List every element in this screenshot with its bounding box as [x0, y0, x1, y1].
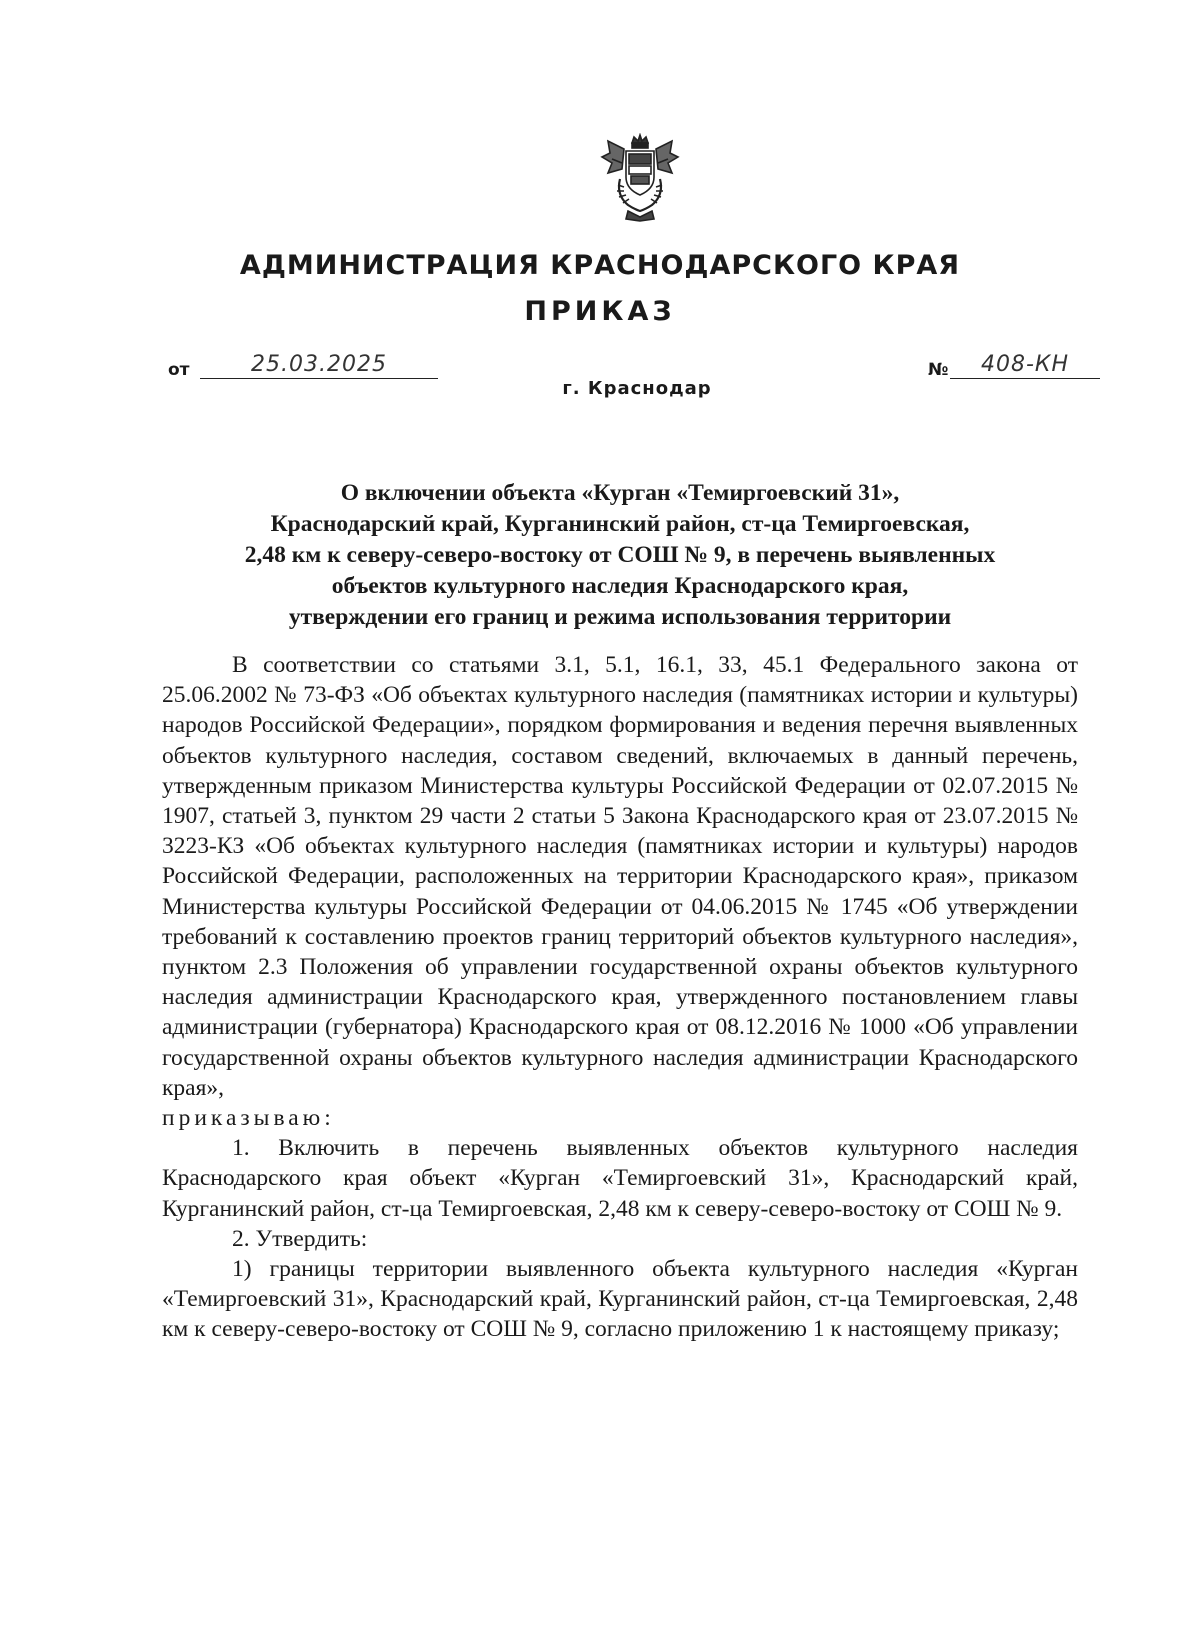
preamble-paragraph: В соответствии со статьями 3.1, 5.1, 16.1, 33, 45.1 Федерального закона от 25.06.2002 № 73-ФЗ «Об объектах культурного наследия (памятниках истории и культуры) народов Российской Федерации», порядком формирования и ведения перечня выявленных объектов культурного наследия, составом сведений, включаемых в данный перечень, утвержденным приказом Министерства культуры Российской Федерации от 02.07.2015 № 1907, статьей 3, пунктом 29 части 2 статьи 5 Закона Краснодарского края от 23.07.2015 № 3223-КЗ «Об объектах культурного наследия (памятниках истории и культуры) народов Российской Федерации, расположенных на территории Краснодарского края», приказом Министерства культуры Российской Федерации от 04.06.2015 № 1745 «Об утверждении требований к составлению проектов границ территорий объектов культурного наследия», пунктом 2.3 Положения об управлении государственной охраны объектов культурного наследия администрации Краснодарского края, утвержденного постановлением главы администрации (губернатора) Краснодарского края от 08.12.2016 № 1000 «Об управлении государственной охраны объектов культурного наследия администрации Краснодарского края», — [162, 652, 1078, 1101]
coat-of-arms-emblem — [598, 133, 682, 223]
city-line: г. Краснодар — [562, 378, 712, 399]
title-line: объектов культурного наследия Краснодарского края, — [331, 573, 909, 599]
title-line: Краснодарский край, Курганинский район, ст-ца Темиргоевская, — [270, 511, 970, 537]
title-line: 2,48 км к северу-северо-востоку от СОШ № 9, в перечень выявленных — [244, 542, 996, 568]
number-label: № — [928, 360, 949, 380]
order-item-2: 2. Утвердить: — [232, 1225, 368, 1252]
order-item-1: 1. Включить в перечень выявленных объектов культурного наследия Краснодарского края объект «Курган «Темиргоевский 31», Краснодарский край, Курганинский район, ст-ца Темиргоевская, 2,48 км к северу-северо-востоку от СОШ № 9. — [162, 1135, 1078, 1222]
number-field: 408-КН — [950, 352, 1100, 379]
title-line: О включении объекта «Курган «Темиргоевский 31», — [340, 480, 900, 506]
order-item-2-1: 1) границы территории выявленного объекта культурного наследия «Курган «Темиргоевский 31», Краснодарский край, Курганинский район, ст-ца Темиргоевская, 2,48 км к северу-северо-востоку от СОШ № 9, согласно приложению 1 к настоящему приказу; — [162, 1256, 1078, 1343]
document-body — [162, 650, 1078, 1345]
date-label: от — [168, 360, 190, 380]
title-line: утверждении его границ и режима использования территории — [288, 604, 952, 630]
date-field: 25.03.2025 — [200, 352, 438, 379]
issuing-authority: АДМИНИСТРАЦИЯ КРАСНОДАРСКОГО КРАЯ — [239, 250, 961, 281]
document-title — [140, 478, 1100, 633]
document-type: ПРИКАЗ — [524, 296, 676, 327]
order-word: приказываю: — [162, 1105, 335, 1132]
